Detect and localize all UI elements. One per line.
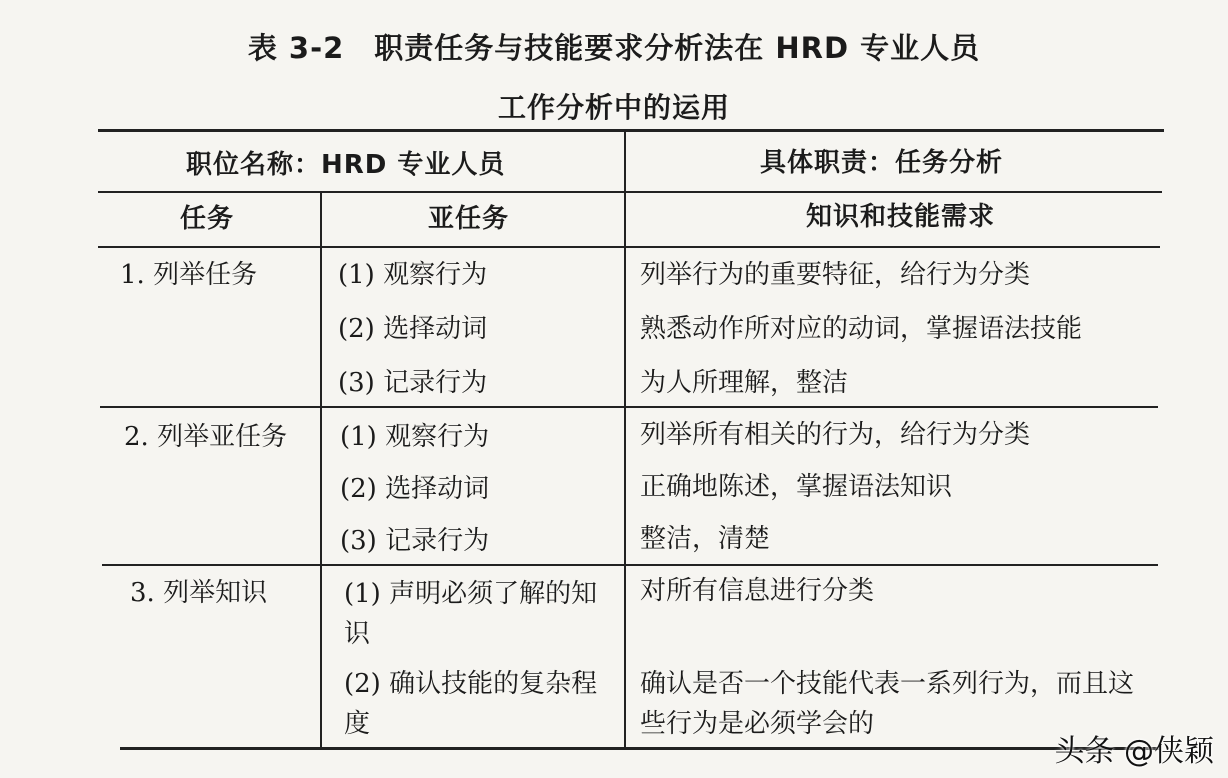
task-cell: 1. 列举任务: [120, 260, 258, 290]
table-caption-line2: 工作分析中的运用: [497, 91, 730, 124]
position-name-header: 职位名称：HRD 专业人员: [186, 150, 506, 180]
subtask-cell: (3) 记录行为: [338, 368, 488, 398]
subtask-cell: (1) 观察行为: [338, 260, 488, 290]
requirement-cell: 整洁，清楚: [640, 524, 771, 554]
task-cell: 3. 列举知识: [130, 578, 268, 608]
duty-header: 具体职责：任务分析: [760, 148, 1004, 178]
requirement-cell: 为人所理解，整洁: [640, 368, 849, 398]
subtask-column-header: 亚任务: [428, 204, 510, 234]
requirement-cell: 熟悉动作所对应的动词，掌握语法技能: [640, 314, 1083, 344]
subtask-cell: (2) 选择动词: [340, 474, 490, 504]
requirement-column-header: 知识和技能需求: [806, 202, 996, 232]
subtask-cell: (3) 记录行为: [340, 526, 490, 556]
watermark-text: 头条 @侠颖: [1054, 734, 1214, 769]
subtask-cell: (2) 确认技能的复杂程度: [344, 669, 598, 739]
task-cell: 2. 列举亚任务: [124, 422, 288, 452]
task-column-header: 任务: [180, 204, 235, 234]
requirement-cell: 正确地陈述，掌握语法知识: [640, 472, 953, 502]
requirement-cell: 确认是否一个技能代表一系列行为，而且这些行为是必须学会的: [640, 669, 1135, 739]
top-rule: [98, 129, 1164, 132]
requirement-cell: 对所有信息进行分类: [640, 576, 875, 606]
subtask-cell: (1) 观察行为: [340, 422, 490, 452]
bottom-rule: [120, 747, 1160, 750]
requirement-cell: 列举所有相关的行为，给行为分类: [640, 420, 1031, 450]
main-column-divider: [624, 131, 626, 748]
task-subtask-divider: [320, 193, 322, 748]
table-caption-line1: 表 3-2 职责任务与技能要求分析法在 HRD 专业人员: [247, 31, 981, 65]
subtask-cell: (2) 选择动词: [338, 314, 488, 344]
requirement-cell: 列举行为的重要特征，给行为分类: [640, 260, 1031, 290]
subtask-cell: (1) 声明必须了解的知识: [344, 579, 598, 649]
